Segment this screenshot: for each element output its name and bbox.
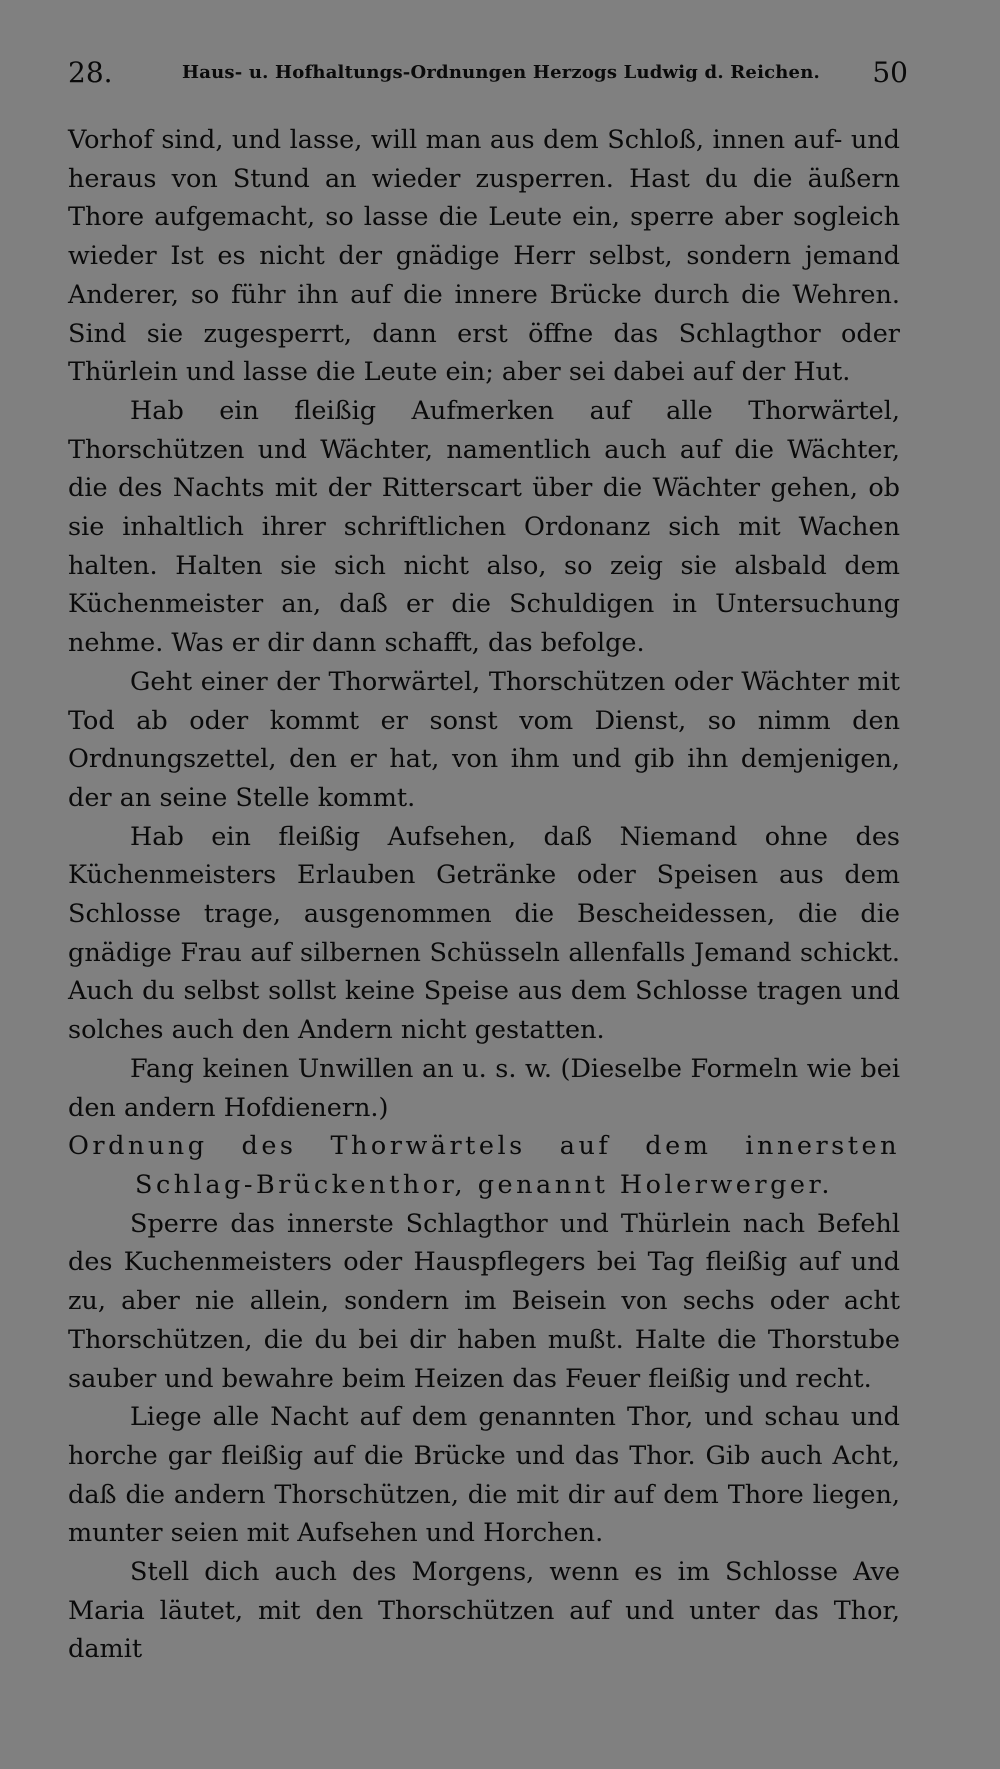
paragraph: Fang keinen Unwillen an u. s. w. (Dieselbe Formeln wie bei den andern Hofdienern.) [68,1053,900,1123]
page-number-right: 50 [872,56,908,89]
paragraph: Geht einer der Thorwärtel, Thorschützen oder Wächter mit Tod ab oder kommt er sonst vom Dienst, so nimm den Ordnungszettel, den er hat, von ihm und gib ihn demjenigen, der an seine Stelle kommt. [68,666,900,813]
paragraph: Hab ein fleißig Aufmerken auf alle Thorwärtel, Thorschützen und Wächter, namentlich auch auf die Wächter, die des Nachts mit der Ritterscart über die Wächter gehen, ob sie inhaltlich ihrer schriftlichen Ordonanz sich mit Wachen halten. Halten sie sich nicht also, so zeig sie alsbald dem Küchenmeister an, daß er die Schuldigen in Untersuchung nehme. Was er dir dann schafft, das befolge. [68,395,900,659]
page-header [68,52,908,102]
paragraph: Hab ein fleißig Aufsehen, daß Niemand ohne des Küchenmeisters Erlauben Getränke oder Speisen aus dem Schlosse trage, ausgenommen die Bescheidessen, die die gnädige Frau auf silbernen Schüsseln allenfalls Jemand schickt. Auch du selbst sollst keine Speise aus dem Schlosse tragen und solches auch den Andern nicht gestatten. [68,821,900,1046]
body-text [68,121,900,1669]
paragraph: Sperre das innerste Schlagthor und Thürlein nach Befehl des Kuchenmeisters oder Hauspflegers bei Tag fleißig auf und zu, aber nie allein, sondern im Beisein von sechs oder acht Thorschützen, die du bei dir haben mußt. Halte die Thorstube sauber und bewahre beim Heizen das Feuer fleißig und recht. [68,1208,900,1394]
paragraph: Liege alle Nacht auf dem genannten Thor, und schau und horche gar fleißig auf die Brücke und das Thor. Gib auch Acht, daß die andern Thorschützen, die mit dir auf dem Thore liegen, munter seien mit Aufsehen und Horchen. [68,1402,900,1549]
page-number-left: 28. [68,56,113,89]
section-heading: Ordnung des Thorwärtels auf dem innersten Schlag-Brückenthor, genannt Holerwerger. [68,1131,900,1200]
paragraph-continued: Vorhof sind, und lasse, will man aus dem Schloß, innen auf- und heraus von Stund an wieder zusperren. Hast du die äußern Thore aufgemacht, so lasse die Leute ein, sperre aber sogleich wieder Ist es nicht der gnädige Herr selbst, sondern jemand Anderer, so führ ihn auf die innere Brücke durch die Wehren. Sind sie zugesperrt, dann erst öffne das Schlagthor oder Thürlein und lasse die Leute ein; aber sei dabei auf der Hut. [68,125,900,388]
running-title: Haus- u. Hofhaltungs-Ordnungen Herzogs Ludwig d. Reichen. [182,62,820,83]
paragraph: Stell dich auch des Morgens, wenn es im Schlosse Ave Maria läutet, mit den Thorschützen auf und unter das Thor, damit [68,1557,900,1665]
